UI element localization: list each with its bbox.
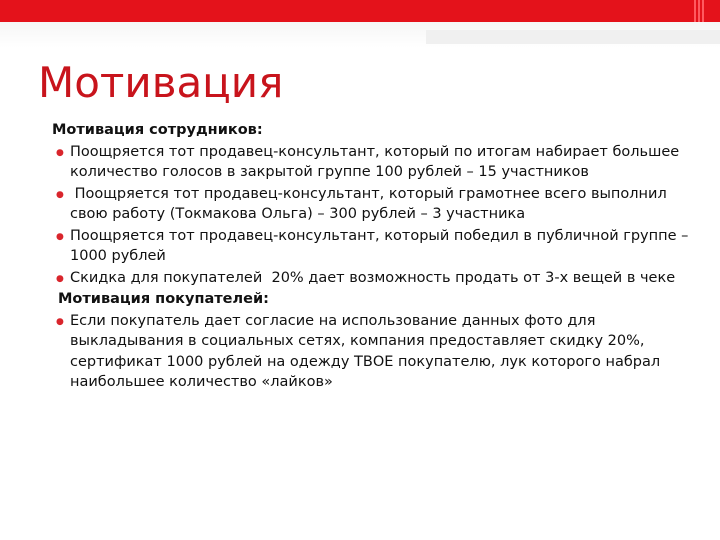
list-item [52, 311, 692, 393]
slide-body [52, 120, 692, 394]
list-item-text: Поощряется тот продавец-консультант, который грамотнее всего выполнил свою работу (Токмакова Ольга) – 300 рублей – 3 участника [70, 185, 672, 222]
list-item [52, 142, 692, 183]
list-item [52, 268, 692, 289]
bullet-dot-icon: ● [56, 273, 64, 284]
list-item-text: Поощряется тот продавец-консультант, который по итогам набирает большее количество голосов в закрытой группе 100 рублей – 15 участников [70, 143, 680, 180]
top-bar-stripe-decoration [692, 0, 714, 22]
slide-title: Мотивация [38, 58, 284, 107]
list-item [52, 226, 692, 267]
list-item [52, 184, 692, 225]
customer-motivation-heading: Мотивация покупателей: [58, 291, 269, 307]
customer-motivation-list [52, 311, 692, 393]
bullet-dot-icon: ● [56, 316, 64, 327]
list-item-text: Поощряется тот продавец-консультант, который победил в публичной группе – 1000 рублей [70, 227, 689, 264]
header-shadow-right-band [426, 30, 720, 44]
bullet-dot-icon: ● [56, 231, 64, 242]
employee-motivation-list [52, 142, 692, 289]
list-item-text: Скидка для покупателей 20% дает возможность продать от 3-х вещей в чеке [70, 269, 676, 286]
top-accent-bar [0, 0, 720, 22]
bullet-dot-icon: ● [56, 189, 64, 200]
employee-motivation-heading: Мотивация сотрудников: [52, 122, 263, 138]
list-item-text: Если покупатель дает согласие на использование данных фото для выкладывания в социальных сетях, компания предоставляет скидку 20%, сертификат 1000 рублей на одежду ТВОЕ покупателю, лук которого набрал наибольшее количество «лайков» [70, 312, 661, 390]
bullet-dot-icon: ● [56, 147, 64, 158]
